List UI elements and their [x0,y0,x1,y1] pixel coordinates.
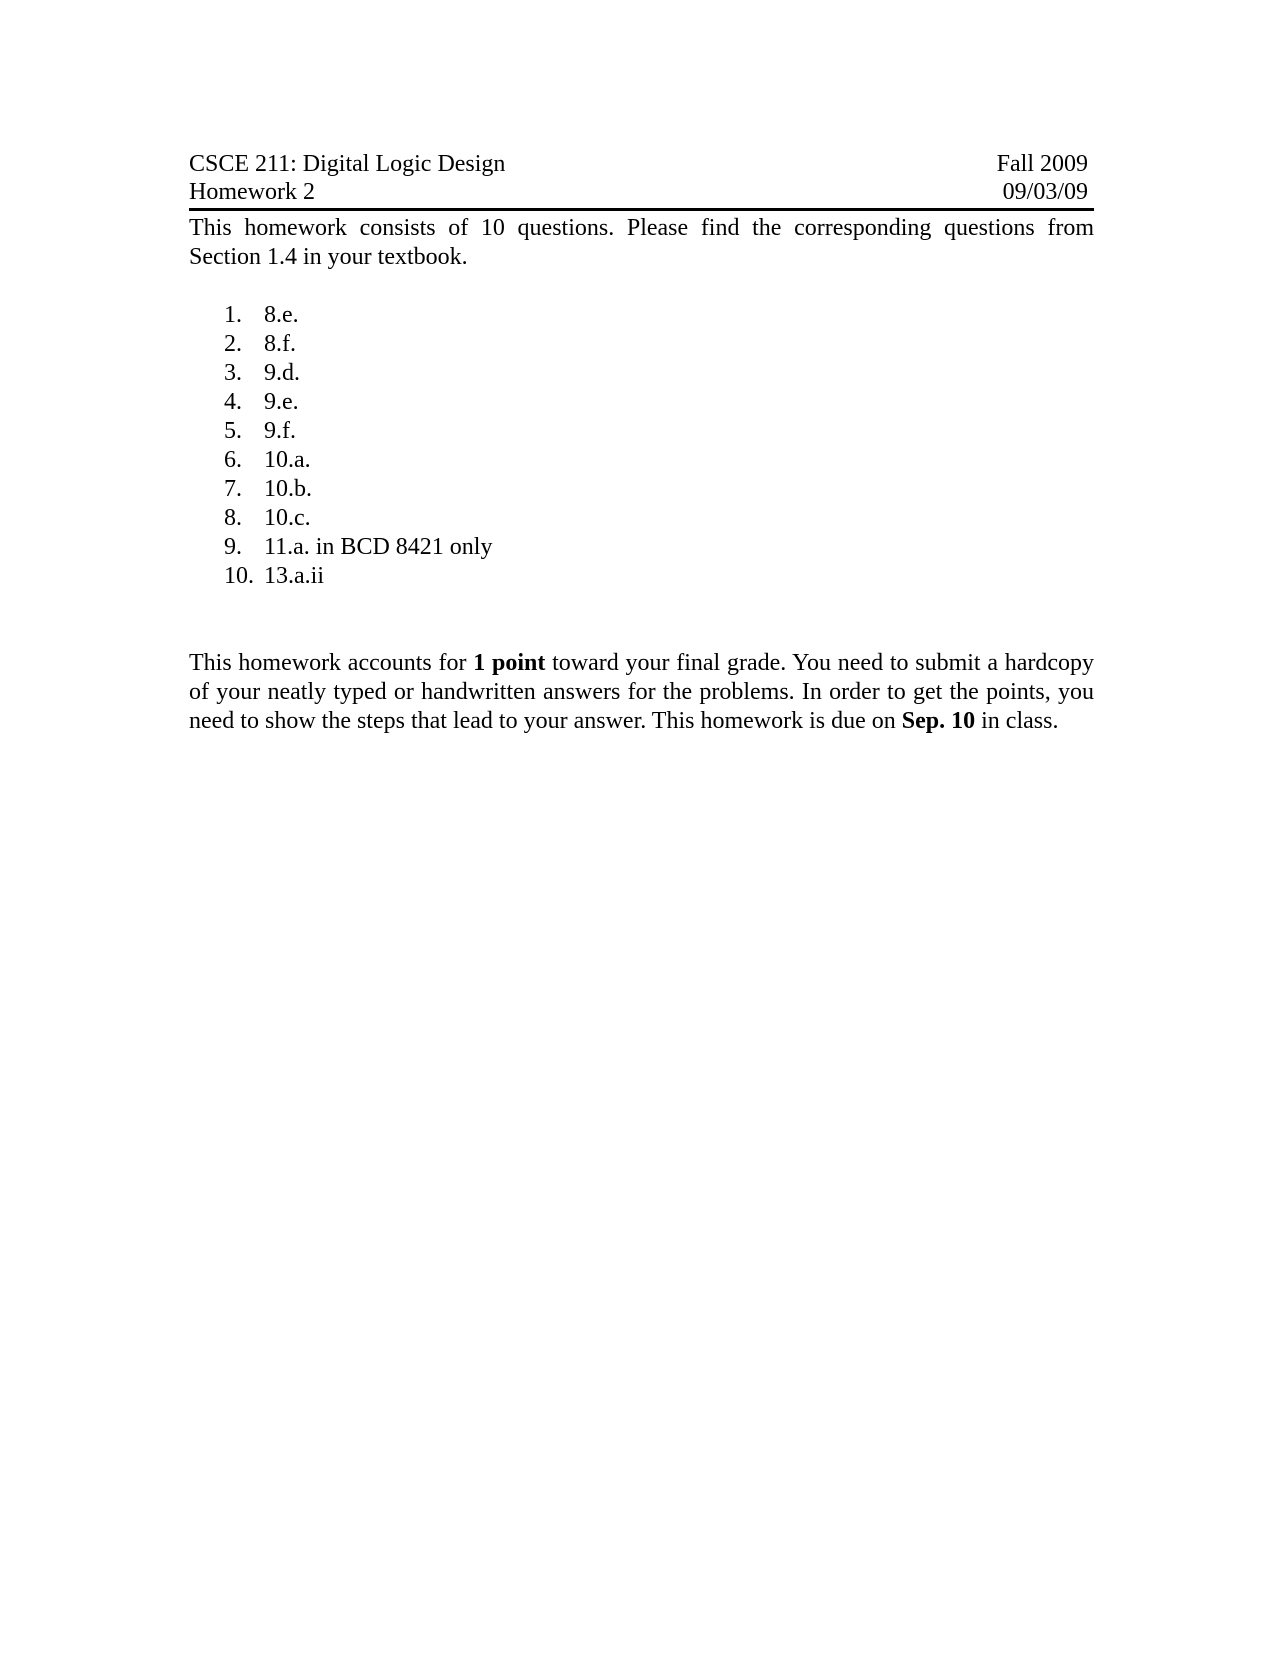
point-value: 1 point [473,650,546,676]
question-text: 10.b. [264,476,312,502]
closing-paragraph [189,649,1094,736]
list-item [189,533,1094,562]
header-row-bottom [189,178,1094,206]
intro-paragraph: This homework consists of 10 questions. Please find the corresponding questions from Section 1.4 in your textbook. [189,215,1094,270]
list-item [189,475,1094,504]
assignment-title: Homework 2 [189,179,315,205]
homework-page [189,150,1094,736]
list-item [189,562,1094,591]
list-item [189,359,1094,388]
closing-text-3: in class. [975,708,1059,734]
header-row-top [189,150,1094,178]
question-number: 5. [224,418,242,444]
due-date: Sep. 10 [901,708,976,734]
question-text: 8.f. [264,331,296,357]
question-number: 4. [224,389,242,415]
question-number: 10. [224,563,254,589]
question-text: 8.e. [264,302,299,328]
list-item [189,446,1094,475]
question-number: 1. [224,302,242,328]
header-divider [189,208,1094,211]
question-number: 3. [224,360,242,386]
closing-text-2: toward your final grade. You need to submit a hardcopy of your neatly typed or handwritten answers for the problems. In order to get the points, you need to show the steps that lead to your answer. This homework is due on [189,650,1095,734]
question-number: 8. [224,505,242,531]
course-title: CSCE 211: Digital Logic Design [189,151,506,177]
question-number: 6. [224,447,242,473]
list-item [189,330,1094,359]
question-text: 13.a.ii [264,563,324,589]
question-text: 10.c. [264,505,311,531]
assignment-date: 09/03/09 [1002,179,1088,205]
question-list [189,301,1094,591]
list-item [189,417,1094,446]
question-text: 9.f. [264,418,296,444]
question-number: 7. [224,476,242,502]
list-item [189,504,1094,533]
question-number: 2. [224,331,242,357]
term-label: Fall 2009 [996,151,1088,177]
question-text: 9.d. [264,360,300,386]
question-number: 9. [224,534,242,560]
question-text: 11.a. in BCD 8421 only [264,534,493,560]
question-text: 9.e. [264,389,299,415]
list-item [189,388,1094,417]
list-item [189,301,1094,330]
closing-text-1: This homework accounts for [189,650,474,676]
question-text: 10.a. [264,447,311,473]
